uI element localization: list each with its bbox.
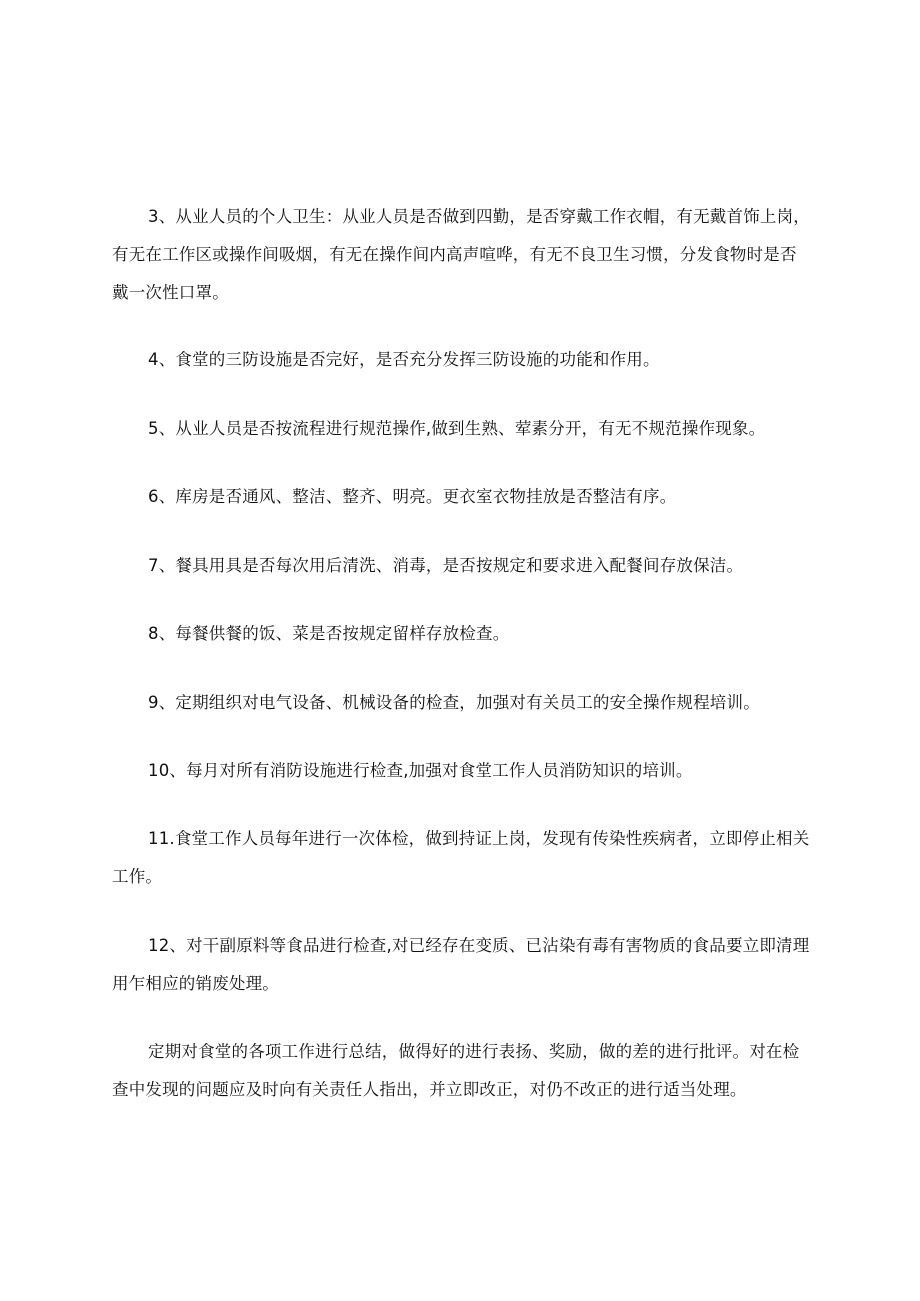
paragraph-item-9: 9、定期组织对电气设备、机械设备的检查，加强对有关员工的安全操作规程培训。: [148, 693, 760, 712]
paragraph-item-4: 4、食堂的三防设施是否完好，是否充分发挥三防设施的功能和作用。: [148, 350, 660, 369]
paragraph-item-11: 11.食堂工作人员每年进行一次体检，做到持证上岗，发现有传染性疾病者，立即停止相关工作。: [112, 829, 810, 886]
paragraph-summary: 定期对食堂的各项工作进行总结，做得好的进行表扬、奖励，做的差的进行批评。对在检查中发现的问题应及时向有关责任人指出，并立即改正，对仍不改正的进行适当处理。: [112, 1042, 800, 1099]
paragraph-item-7: 7、餐具用具是否每次用后清洗、消毒，是否按规定和要求进入配餐间存放保洁。: [148, 556, 744, 575]
paragraph-item-12: 12、对干副原料等食品进行检查,对已经存在变质、已沾染有毒有害物质的食品要立即清理用乍相应的销废处理。: [112, 936, 810, 993]
paragraph-item-6: 6、库房是否通风、整洁、整齐、明亮。更衣室衣物挂放是否整洁有序。: [148, 487, 677, 506]
paragraph-item-8: 8、每餐供餐的饭、菜是否按规定留样存放检查。: [148, 624, 510, 643]
paragraph-item-3: 3、从业人员的个人卫生：从业人员是否做到四勤，是否穿戴工作衣帽，有无戴首饰上岗，有无在工作区或操作间吸烟，有无在操作间内高声喧哗，有无不良卫生习惯，分发食物时是否戴一次性口罩。: [112, 207, 810, 302]
paragraph-item-10: 10、每月对所有消防设施进行检查,加强对食堂工作人员消防知识的培训。: [148, 761, 693, 780]
paragraph-item-5: 5、从业人员是否按流程进行规范操作,做到生熟、荤素分开，有无不规范操作现象。: [148, 419, 766, 438]
